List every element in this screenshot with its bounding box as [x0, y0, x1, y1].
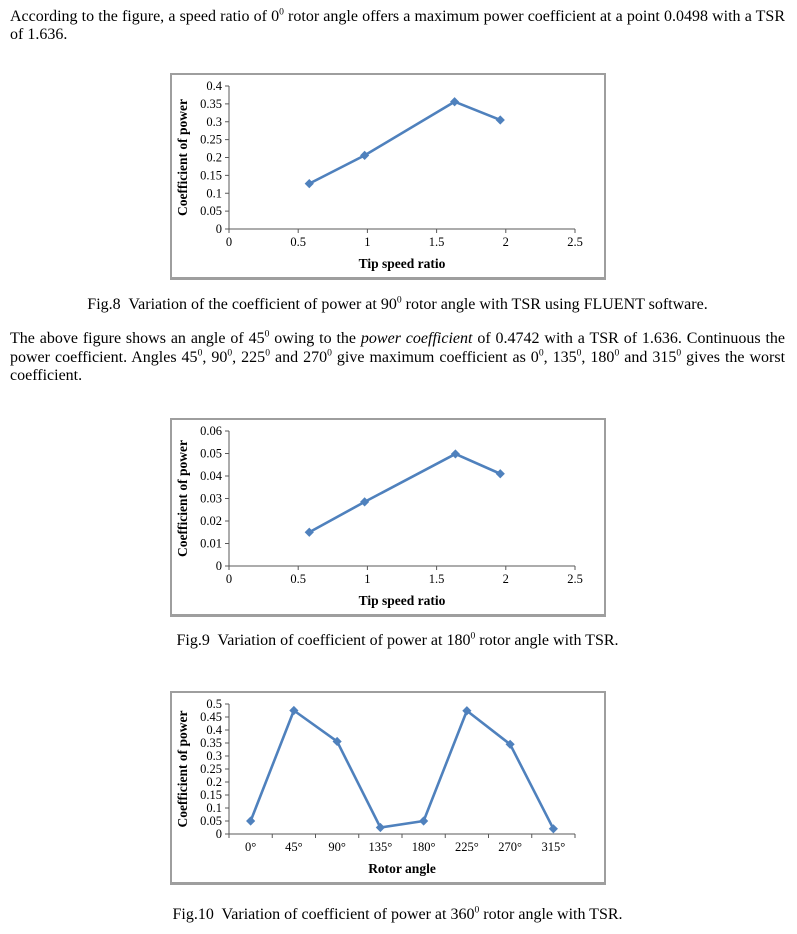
y-axis-title: Coefficient of power [175, 98, 190, 216]
x-tick-label: 0 [225, 234, 233, 249]
superscript-degree: 0 [474, 904, 480, 916]
analysis-paragraph [10, 330, 785, 385]
intro-paragraph [10, 8, 785, 45]
superscript-degree: 0 [576, 347, 582, 359]
text-segment: of 0.4742 with a TSR of 1.636. Continuous the power coefficient. Angles 45 [10, 330, 786, 366]
y-axis-title: Coefficient of power [175, 710, 190, 828]
y-tick-label: 0.3 [206, 748, 222, 763]
data-point-marker [496, 115, 505, 124]
fig10-caption [10, 906, 785, 924]
text-segment: , 180 [581, 348, 615, 366]
data-line [251, 710, 554, 828]
text-segment: gives the worst coefficient. [10, 348, 786, 384]
text-segment: rotor angle offers a maximum power coefficient at a point 0.0498 with a TSR of 1.636. [10, 8, 785, 44]
y-tick-label: 0.04 [200, 469, 222, 484]
fig10-chart [172, 693, 604, 882]
superscript-degree: 0 [227, 347, 233, 359]
text-segment: , 90 [202, 348, 228, 366]
y-tick-label: 0.05 [200, 446, 222, 461]
fig8-caption [10, 296, 785, 314]
y-axis-title: Coefficient of power [175, 440, 190, 558]
x-axis-title: Tip speed ratio [358, 255, 446, 271]
text-segment: Fig.8 Variation of the coefficient of power at 90 [87, 295, 397, 313]
x-tick-label: 180° [411, 839, 436, 854]
y-tick-label: 0.02 [200, 514, 222, 529]
superscript-degree: 0 [327, 347, 332, 359]
x-tick-label: 1 [364, 234, 371, 249]
text-segment: give maximum coefficient as 0 [331, 348, 539, 366]
x-tick-label: 1 [364, 572, 371, 587]
text-segment: rotor angle with TSR. [479, 905, 623, 923]
y-tick-label: 0.35 [200, 96, 222, 111]
data-point-marker [305, 179, 314, 188]
fig9-chart-figure [170, 418, 606, 617]
text-segment: owing to the [269, 330, 361, 348]
text-segment: The above figure shows an angle of 45 [10, 330, 265, 348]
y-tick-label: 0.06 [200, 424, 222, 439]
superscript-degree: 0 [396, 294, 402, 306]
data-line [309, 102, 500, 184]
superscript-degree: 0 [538, 347, 544, 359]
fig8-chart-figure [170, 73, 606, 280]
y-tick-label: 0.01 [200, 536, 222, 551]
superscript-degree: 0 [279, 6, 284, 18]
y-tick-label: 0.03 [200, 491, 222, 506]
y-tick-label: 0.45 [200, 709, 222, 724]
y-tick-label: 0.1 [206, 186, 222, 201]
data-point-marker [496, 469, 505, 478]
text-segment: , 135 [543, 348, 577, 366]
data-point-marker [376, 823, 385, 832]
text-segment: and 315 [619, 348, 677, 366]
superscript-degree: 0 [197, 347, 203, 359]
x-tick-label: 270° [498, 839, 522, 854]
y-tick-label: 0.2 [206, 774, 222, 789]
fig9-caption [10, 632, 785, 650]
x-tick-label: 225° [455, 839, 479, 854]
superscript-degree: 0 [264, 328, 270, 340]
text-segment: According to the figure, a speed ratio of 0 [10, 8, 280, 25]
fig8-chart [172, 75, 604, 277]
text-segment: and 270 [269, 348, 328, 366]
text-segment: rotor angle with TSR using FLUENT software. [401, 295, 708, 313]
x-axis-title: Rotor angle [368, 860, 436, 876]
y-tick-label: 0.05 [200, 203, 222, 218]
x-tick-label: 135° [368, 839, 393, 854]
y-tick-label: 0.15 [200, 168, 222, 183]
y-tick-label: 0.05 [200, 813, 222, 828]
x-tick-label: 2.5 [567, 572, 583, 587]
y-tick-label: 0.4 [206, 78, 222, 93]
y-tick-label: 0.5 [206, 696, 222, 711]
x-tick-label: 2 [502, 572, 509, 587]
x-axis-title: Tip speed ratio [358, 593, 446, 609]
fig10-chart-figure [170, 691, 606, 885]
y-tick-label: 0.25 [200, 761, 222, 776]
y-tick-label: 0.2 [206, 150, 222, 165]
y-tick-label: 0 [215, 826, 222, 841]
x-tick-label: 0.5 [290, 234, 307, 249]
x-tick-label: 45° [285, 839, 303, 854]
text-segment: Fig.10 Variation of coefficient of power at 360 [172, 905, 475, 923]
superscript-degree: 0 [676, 347, 682, 359]
x-tick-label: 2.5 [567, 234, 583, 249]
x-tick-label: 2 [502, 234, 509, 249]
text-segment: power coefficient [360, 330, 473, 348]
y-tick-label: 0.4 [206, 722, 222, 737]
x-tick-label: 315° [541, 839, 566, 854]
data-point-marker [549, 824, 558, 833]
x-tick-label: 1.5 [428, 572, 445, 587]
superscript-degree: 0 [470, 631, 476, 643]
x-tick-label: 0° [245, 839, 257, 854]
data-point-marker [419, 816, 428, 825]
text-segment: rotor angle with TSR. [475, 632, 619, 650]
data-point-marker [451, 450, 460, 459]
superscript-degree: 0 [614, 347, 620, 359]
y-tick-label: 0.3 [206, 114, 222, 129]
text-segment: Fig.9 Variation of coefficient of power at 180 [176, 632, 471, 650]
y-tick-label: 0.1 [206, 800, 222, 815]
fig9-chart [172, 420, 604, 614]
y-tick-label: 0.25 [200, 132, 222, 147]
x-tick-label: 0.5 [290, 572, 307, 587]
y-tick-label: 0 [215, 221, 222, 236]
data-point-marker [246, 816, 255, 825]
text-segment: , 225 [232, 348, 266, 366]
data-line [309, 454, 500, 532]
x-tick-label: 1.5 [428, 234, 445, 249]
y-tick-label: 0 [215, 559, 222, 574]
y-tick-label: 0.15 [200, 787, 222, 802]
x-tick-label: 0 [225, 572, 233, 587]
x-tick-label: 90° [328, 839, 346, 854]
superscript-degree: 0 [265, 347, 270, 359]
y-tick-label: 0.35 [200, 735, 222, 750]
